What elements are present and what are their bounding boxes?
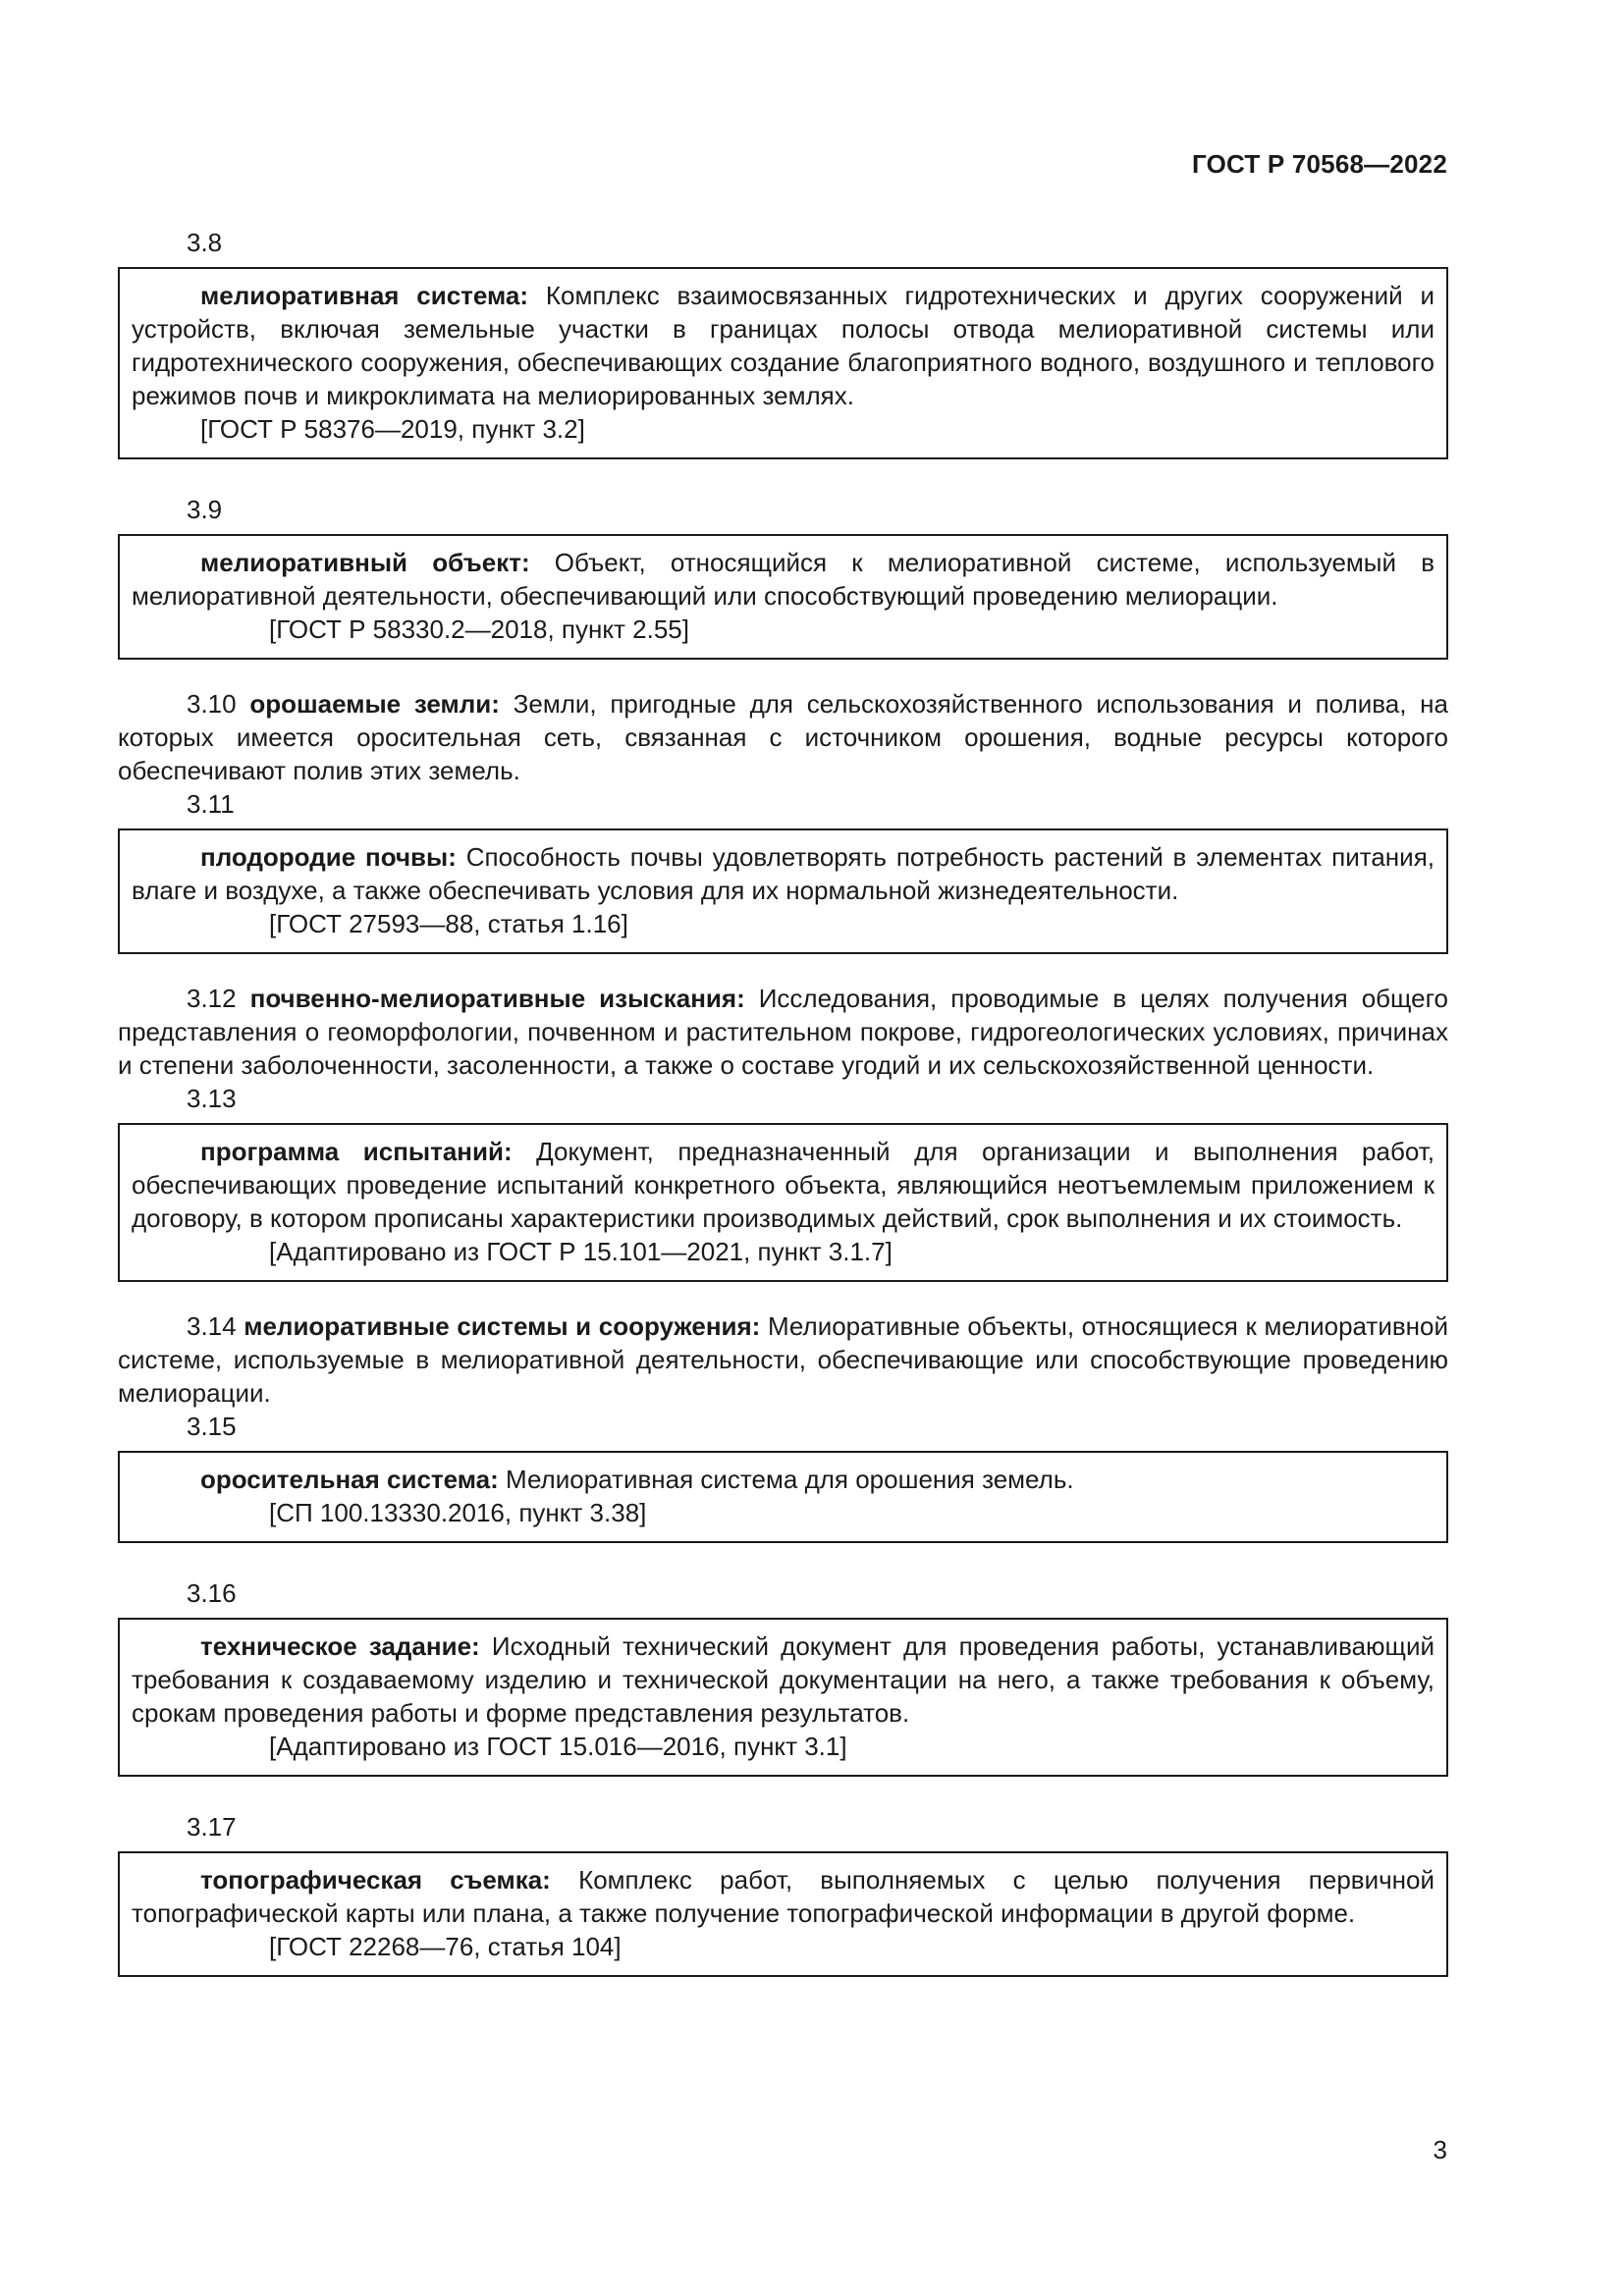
definition-text [132, 840, 1435, 907]
term: оросительная система: [200, 1465, 499, 1494]
entry-number: 3.8 [187, 228, 223, 257]
definition-box [118, 1451, 1448, 1543]
source-reference: [СП 100.13330.2016, пункт 3.38] [269, 1498, 647, 1527]
definition-text [132, 546, 1435, 613]
definition: Земли, пригодные для сельскохозяйственного использования и полива, на которых имеется оросительная сеть, связанная с источником орошения, водные ресурсы которого обеспечивают полив этих земель. [118, 689, 1449, 785]
document-header: ГОСТ Р 70568—2022 [1192, 149, 1447, 179]
entry-number: 3.14 [187, 1311, 237, 1341]
definition-box [118, 1123, 1448, 1282]
source-reference: [ГОСТ 22268—76, статья 104] [269, 1932, 622, 1961]
document-body [118, 226, 1448, 1977]
definition-paragraph [118, 982, 1448, 1082]
entry-number: 3.9 [187, 495, 223, 524]
definition-paragraph [118, 687, 1448, 787]
source-reference: [Адаптировано из ГОСТ 15.016—2016, пункт 3.1] [269, 1732, 847, 1761]
definition: Способность почвы удовлетворять потребность растений в элементах питания, влаге и воздухе, а также обеспечивать условия для их нормальной жизнедеятельности. [132, 842, 1435, 905]
definition-text [132, 279, 1435, 412]
definition: Объект, относящийся к мелиоративной системе, используемый в мелиоративной деятельности, обеспечивающий или способствующий проведению мелиорации. [132, 548, 1435, 611]
definition: Документ, предназначенный для организации и выполнения работ, обеспечивающих проведение испытаний конкретного объекта, являющийся неотъемлемым приложением к договору, в котором прописаны характеристики производимых действий, срок выполнения и их стоимость. [132, 1137, 1435, 1233]
term: техническое задание: [200, 1631, 480, 1661]
term: мелиоративные системы и сооружения: [244, 1311, 761, 1341]
definition-text [132, 1135, 1435, 1235]
term: почвенно-мелиоративные изыскания: [249, 984, 745, 1013]
entry-number: 3.11 [187, 789, 235, 819]
entry-number: 3.15 [187, 1412, 237, 1441]
definition: Комплекс взаимосвязанных гидротехнических и других сооружений и устройств, включая земельные участки в границах полосы отвода мелиоративной системы или гидротехнического сооружения, обеспечивающих создание благоприятного водного, воздушного и теплового режимов почв и микроклимата на мелиорированных землях. [132, 281, 1435, 410]
entry-number: 3.10 [187, 689, 237, 719]
term: орошаемые земли: [249, 689, 500, 719]
definition: Мелиоративные объекты, относящиеся к мелиоративной системе, используемые в мелиоративной деятельности, обеспечивающие или способствующие проведению мелиорации. [118, 1311, 1448, 1408]
definition-text [132, 1629, 1435, 1730]
source-reference: [ГОСТ Р 58330.2—2018, пункт 2.55] [269, 614, 689, 644]
entry-number: 3.17 [187, 1812, 237, 1842]
definition-text [132, 1463, 1435, 1496]
term: плодородие почвы: [200, 842, 457, 872]
definition: Мелиоративная система для орошения земель. [498, 1465, 1074, 1494]
definition-box [118, 534, 1448, 660]
definition-box [118, 828, 1448, 954]
definition: Комплекс работ, выполняемых с целью получения первичной топографической карты или плана, а также получение топографической информации в другой форме. [132, 1865, 1435, 1928]
page-number: 3 [1433, 2135, 1447, 2164]
definition-text [132, 1863, 1435, 1930]
definition: Исследования, проводимые в целях получения общего представления о геоморфологии, почвенном и растительном покрове, гидрогеологических условиях, причинах и степени заболоченности, засоленности, а также о составе угодий и их сельскохозяйственной ценности. [118, 984, 1448, 1080]
entry-number: 3.16 [187, 1578, 237, 1608]
source-reference: [Адаптировано из ГОСТ Р 15.101—2021, пункт 3.1.7] [269, 1237, 893, 1266]
definition-box [118, 267, 1448, 459]
source-reference: [ГОСТ Р 58376—2019, пункт 3.2] [200, 414, 585, 444]
entry-number: 3.12 [187, 984, 237, 1013]
term: программа испытаний: [200, 1137, 513, 1166]
definition: Исходный технический документ для проведения работы, устанавливающий требования к создаваемому изделию и технической документации на него, а также требования к объему, срокам проведения работы и форме представления результатов. [132, 1631, 1435, 1728]
definition-box [118, 1618, 1448, 1777]
source-reference: [ГОСТ 27593—88, статья 1.16] [269, 909, 628, 938]
definition-box [118, 1851, 1448, 1977]
term: мелиоративная система: [200, 281, 529, 310]
term: топографическая съемка: [200, 1865, 551, 1895]
entry-number: 3.13 [187, 1084, 237, 1113]
definition-paragraph [118, 1309, 1448, 1410]
term: мелиоративный объект: [200, 548, 530, 577]
